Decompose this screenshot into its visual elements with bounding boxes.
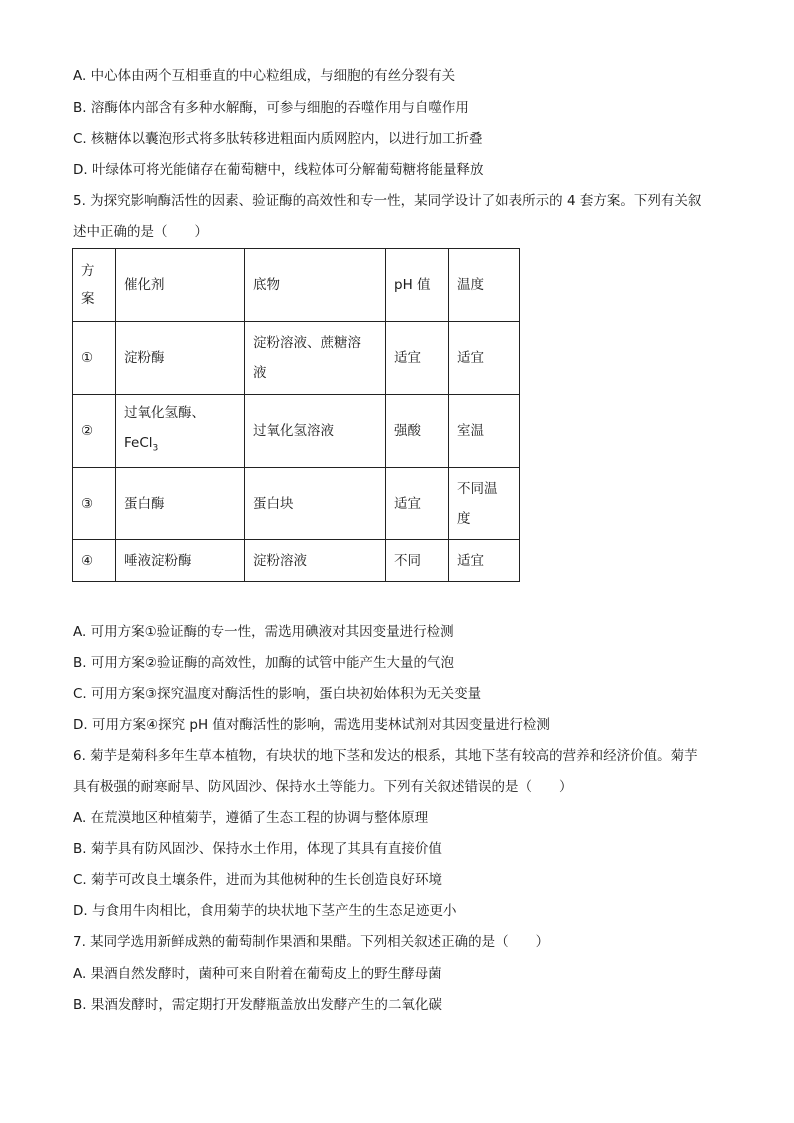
q7-option-a: A. 果酒自然发酵时，菌种可来自附着在葡萄皮上的野生酵母菌 <box>73 966 442 982</box>
catalyst-text: 过氧化氢酶、FeCl$_3$ <box>124 405 205 454</box>
header-cell <box>73 249 116 322</box>
row-ph: 不同 <box>386 540 449 582</box>
row-id: ④ <box>73 540 116 582</box>
q4-option-b: B. 溶酶体内部含有多种水解酶，可参与细胞的吞噬作用与自噬作用 <box>73 100 469 116</box>
q7-stem: 7. 某同学选用新鲜成熟的葡萄制作果酒和果醋。下列相关叙述正确的是（ ） <box>73 934 550 950</box>
table-header-row <box>73 249 520 322</box>
q6-option-a: A. 在荒漠地区种植菊芋，遵循了生态工程的协调与整体原理 <box>73 810 429 826</box>
q5-option-b: B. 可用方案②验证酶的高效性，加酶的试管中能产生大量的气泡 <box>73 655 454 671</box>
header-plan: 方案 <box>81 263 95 307</box>
row-ph: 适宜 <box>386 322 449 395</box>
row-substrate: 蛋白块 <box>245 468 386 540</box>
row-substrate <box>245 322 386 395</box>
q6-stem-line2: 具有极强的耐寒耐旱、防风固沙、保持水土等能力。下列有关叙述错误的是（ ） <box>73 779 573 795</box>
q7-option-b: B. 果酒发酵时，需定期打开发酵瓶盖放出发酵产生的二氧化碳 <box>73 997 442 1013</box>
q5-stem-line1: 5. 为探究影响酶活性的因素、验证酶的高效性和专一性，某同学设计了如表所示的 4 套方案。下列有关叙 <box>73 193 702 209</box>
q6-stem-line1: 6. 菊芋是菊科多年生草本植物，有块状的地下茎和发达的根系，其地下茎有较高的营养和经济价值。菊芋 <box>73 748 698 764</box>
row-substrate: 过氧化氢溶液 <box>245 395 386 468</box>
table-row <box>73 468 520 540</box>
q6-option-d: D. 与食用牛肉相比，食用菊芋的块状地下茎产生的生态足迹更小 <box>73 903 457 919</box>
row-id: ① <box>73 322 116 395</box>
substrate-text: 淀粉溶液、蔗糖溶液 <box>253 335 361 381</box>
q4-option-d: D. 叶绿体可将光能储存在葡萄糖中，线粒体可分解葡萄糖将能量释放 <box>73 162 484 178</box>
row-ph: 强酸 <box>386 395 449 468</box>
row-ph: 适宜 <box>386 468 449 540</box>
row-catalyst: 淀粉酶 <box>116 322 245 395</box>
row-id: ③ <box>73 468 116 540</box>
row-temp: 适宜 <box>449 322 520 395</box>
header-cell: pH 值 <box>386 249 449 322</box>
row-temp: 适宜 <box>449 540 520 582</box>
header-cell: 催化剂 <box>116 249 245 322</box>
header-cell: 底物 <box>245 249 386 322</box>
q4-option-c: C. 核糖体以囊泡形式将多肽转移进粗面内质网腔内，以进行加工折叠 <box>73 131 483 147</box>
experiment-table <box>72 248 520 582</box>
row-temp <box>449 468 520 540</box>
table-row <box>73 540 520 582</box>
row-substrate: 淀粉溶液 <box>245 540 386 582</box>
row-catalyst: 唾液淀粉酶 <box>116 540 245 582</box>
q5-option-d: D. 可用方案④探究 pH 值对酶活性的影响，需选用斐林试剂对其因变量进行检测 <box>73 717 550 733</box>
q5-option-a: A. 可用方案①验证酶的专一性，需选用碘液对其因变量进行检测 <box>73 624 454 640</box>
subscript: 3 <box>152 443 159 454</box>
row-temp: 室温 <box>449 395 520 468</box>
row-id: ② <box>73 395 116 468</box>
q4-option-a: A. 中心体由两个互相垂直的中心粒组成，与细胞的有丝分裂有关 <box>73 68 456 84</box>
table-row <box>73 395 520 468</box>
temp-text: 不同温度 <box>457 480 498 527</box>
row-catalyst: 蛋白酶 <box>116 468 245 540</box>
header-cell: 温度 <box>449 249 520 322</box>
table-row <box>73 322 520 395</box>
q6-option-c: C. 菊芋可改良土壤条件，进而为其他树种的生长创造良好环境 <box>73 872 443 888</box>
q6-option-b: B. 菊芋具有防风固沙、保持水土作用，体现了其具有直接价值 <box>73 841 442 857</box>
row-catalyst <box>116 395 245 468</box>
q5-option-c: C. 可用方案③探究温度对酶活性的影响，蛋白块初始体积为无关变量 <box>73 686 482 702</box>
q5-stem-line2: 述中正确的是（ ） <box>73 224 208 240</box>
